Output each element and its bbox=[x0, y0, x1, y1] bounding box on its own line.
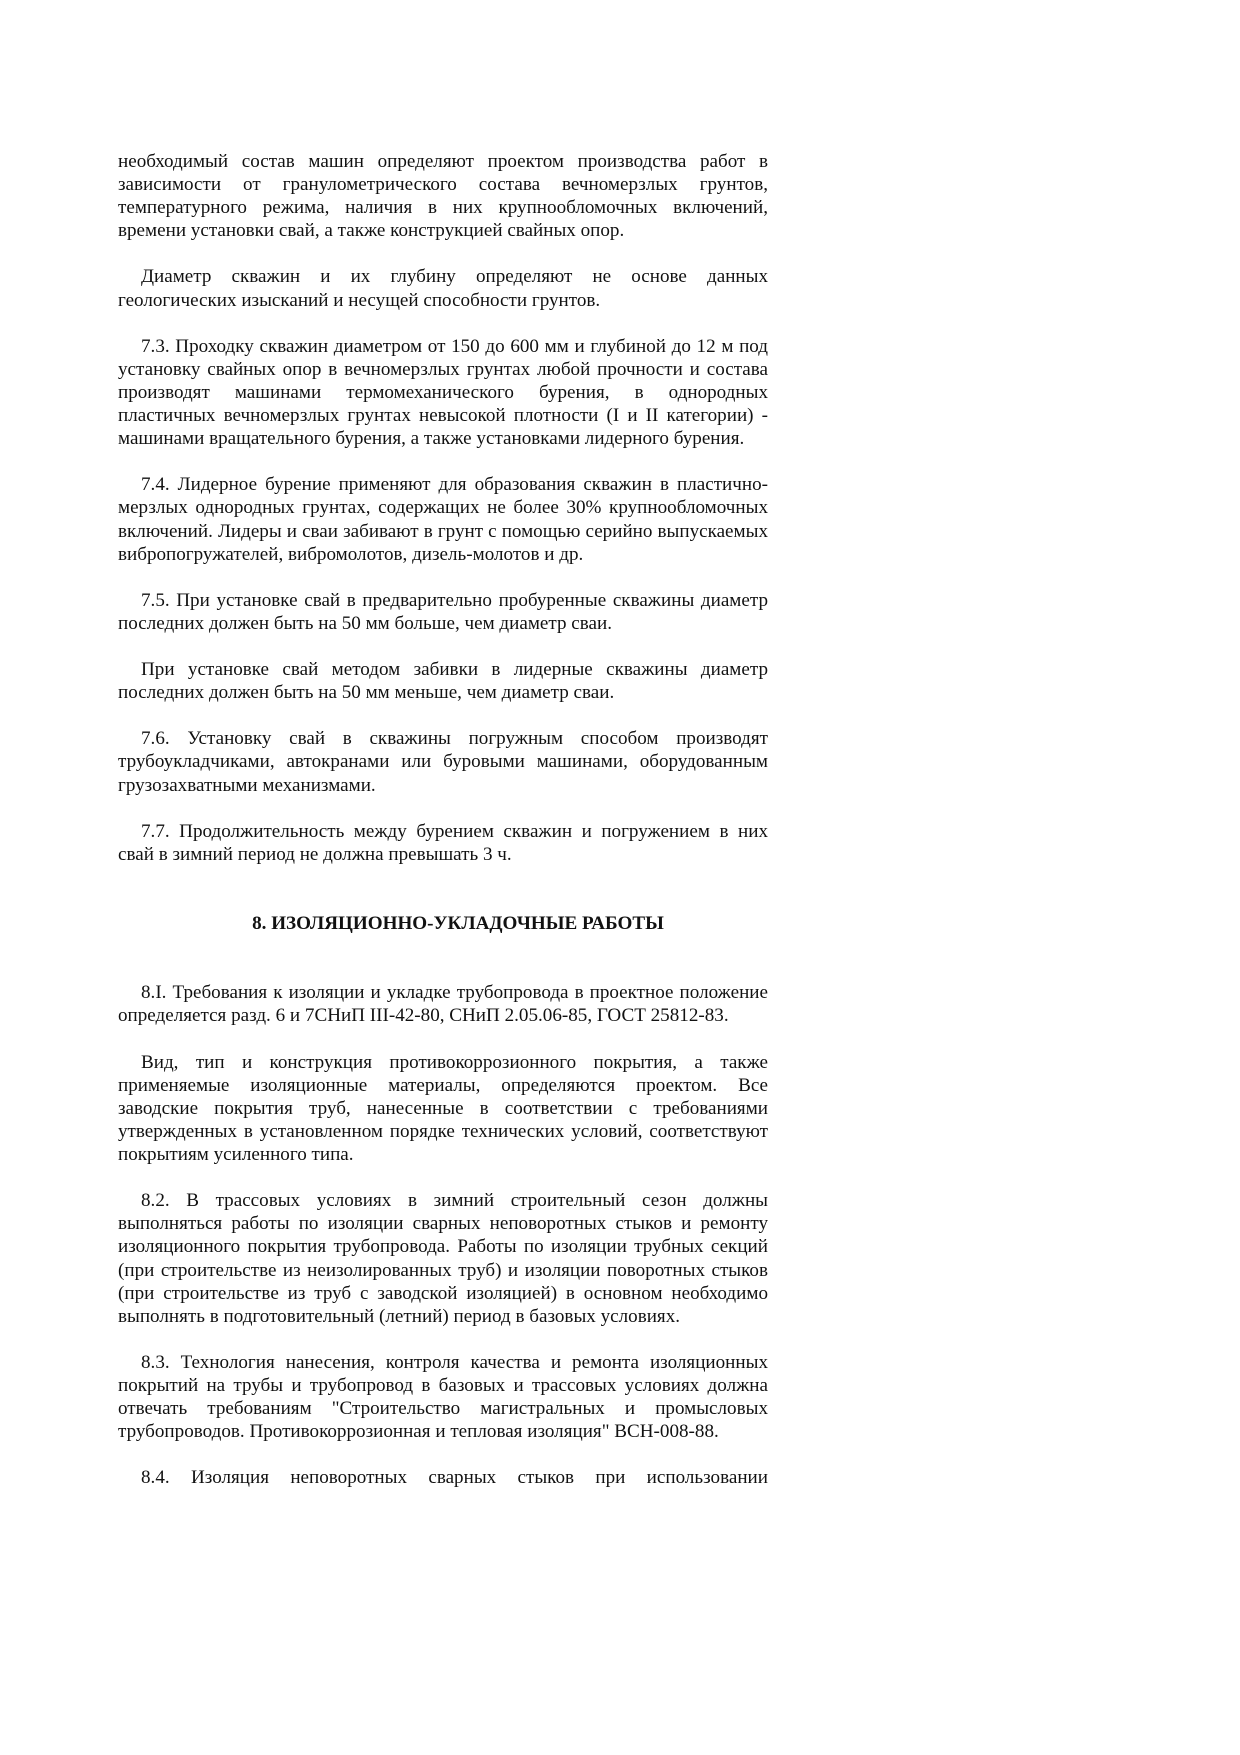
paragraph-7-3: 7.3. Проходку скважин диаметром от 150 до 600 мм и глубиной до 12 м под установку свайных опор в вечномерзлых грунтах любой прочности и состава производят машинами термомеханического бурения, в однородных пластичных вечномерзлых грунтах невысокой плотности (I и II категории) - машинами вращательного бурения, а также установками лидерного бурения. bbox=[118, 335, 768, 450]
section-heading: 8. ИЗОЛЯЦИОННО-УКЛАДОЧНЫЕ РАБОТЫ bbox=[252, 913, 664, 935]
paragraph-7-5: 7.5. При установке свай в предварительно пробуренные скважины диаметр последних должен быть на 50 мм больше, чем диаметр сваи. bbox=[118, 589, 768, 634]
paragraph-7-4: 7.4. Лидерное бурение применяют для образования скважин в пластично-мерзлых однородных грунтах, содержащих не более 30% крупнообломочных включений. Лидеры и сваи забивают в грунт с помощью серийно выпускаемых вибропогружателей, вибромолотов, дизель-молотов и др. bbox=[118, 474, 768, 565]
paragraph-7-7: 7.7. Продолжительность между бурением скважин и погружением в них свай в зимний период не должна превышать 3 ч. bbox=[118, 820, 768, 865]
paragraph-7-6: 7.6. Установку свай в скважины погружным способом производят трубоукладчиками, автокранами или буровыми машинами, оборудованным грузозахватными механизмами. bbox=[118, 728, 768, 796]
paragraph-driving-piles: При установке свай методом забивки в лидерные скважины диаметр последних должен быть на 50 мм меньше, чем диаметр сваи. bbox=[118, 659, 768, 704]
paragraph-8-1: 8.I. Требования к изоляции и укладке трубопровода в проектное положение определяется разд. 6 и 7СНиП III-42-80, СНиП 2.05.06-85, ГОСТ 25812-83. bbox=[118, 982, 768, 1027]
document-page bbox=[118, 150, 768, 1489]
paragraph-8-3: 8.3. Технология нанесения, контроля качества и ремонта изоляционных покрытий на трубы и трубопровод в базовых и трассовых условиях должна отвечать требованиям "Строительство магистральных и промысловых трубопроводов. Противокоррозионная и тепловая изоляция" ВСН-008-88. bbox=[118, 1351, 768, 1443]
paragraph-coating-type: Вид, тип и конструкция противокоррозионного покрытия, а также применяемые изоляционные материалы, определяются проектом. Все заводские покрытия труб, нанесенные в соответствии с требованиями утвержденных в установленном порядке технических условий, соответствуют покрытиям усиленного типа. bbox=[118, 1051, 768, 1166]
paragraph-borehole-diameter: Диаметр скважин и их глубину определяют не основе данных геологических изысканий и несущей способности грунтов. bbox=[118, 266, 768, 311]
paragraph-8-4: 8.4. Изоляция неповоротных сварных стыков при использовании bbox=[141, 1467, 768, 1489]
paragraph-8-2: 8.2. В трассовых условиях в зимний строительный сезон должны выполняться работы по изоляции сварных неповоротных стыков и ремонту изоляционного покрытия трубопровода. Работы по изоляции трубных секций (при строительстве из неизолированных труб) и изоляции поворотных стыков (при строительстве из труб с заводской изоляцией) в основном необходимо выполнять в подготовительный (летний) период в базовых условиях. bbox=[118, 1190, 768, 1327]
paragraph-machines-composition: необходимый состав машин определяют проектом производства работ в зависимости от гранулометрического состава вечномерзлых грунтов, температурного режима, наличия в них крупнообломочных включений, времени установки свай, а также конструкцией свайных опор. bbox=[118, 151, 768, 242]
